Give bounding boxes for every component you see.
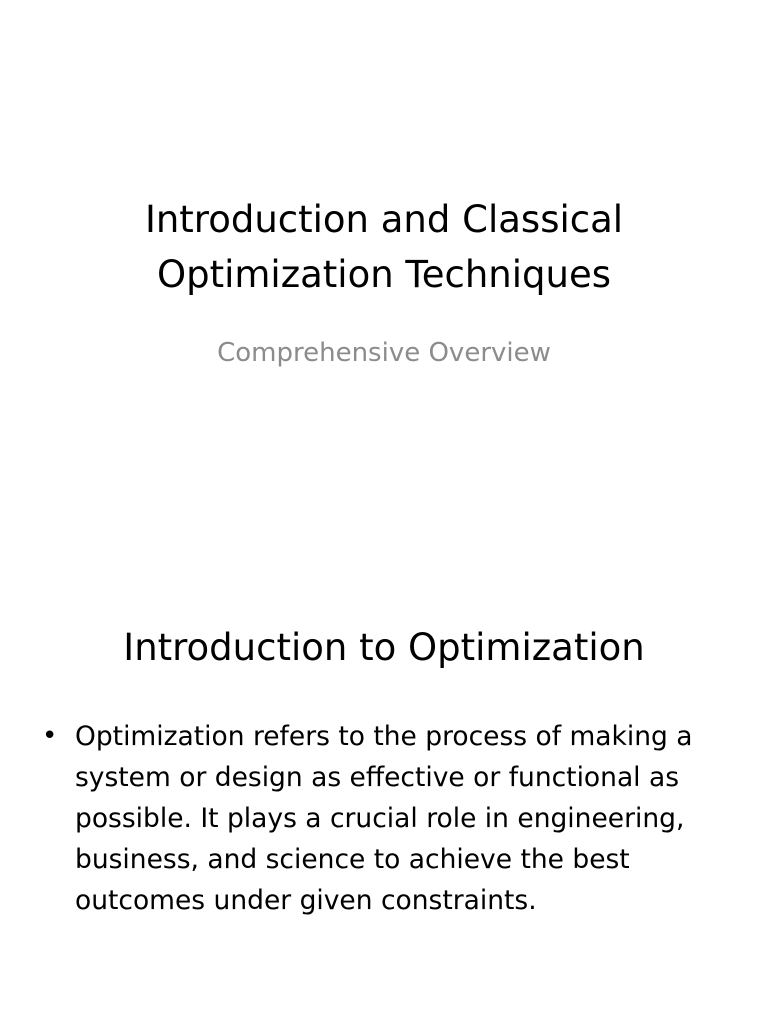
bullet-list [42,716,732,921]
bullet-item [42,716,732,921]
presentation-subtitle: Comprehensive Overview [217,338,551,368]
bullet-icon: • [42,721,58,751]
title-line-1: Introduction and Classical [144,198,624,241]
title-line-2: Optimization Techniques [156,253,612,296]
presentation-title [0,192,768,302]
slide-title: Introduction to Optimization [123,626,645,669]
bullet-text: Optimization refers to the process of making a system or design as effective or functional as possible. It plays a crucial role in engineering, business, and science to achieve the best outcomes under given constraints. [75,721,693,916]
content-slide [0,576,768,1024]
